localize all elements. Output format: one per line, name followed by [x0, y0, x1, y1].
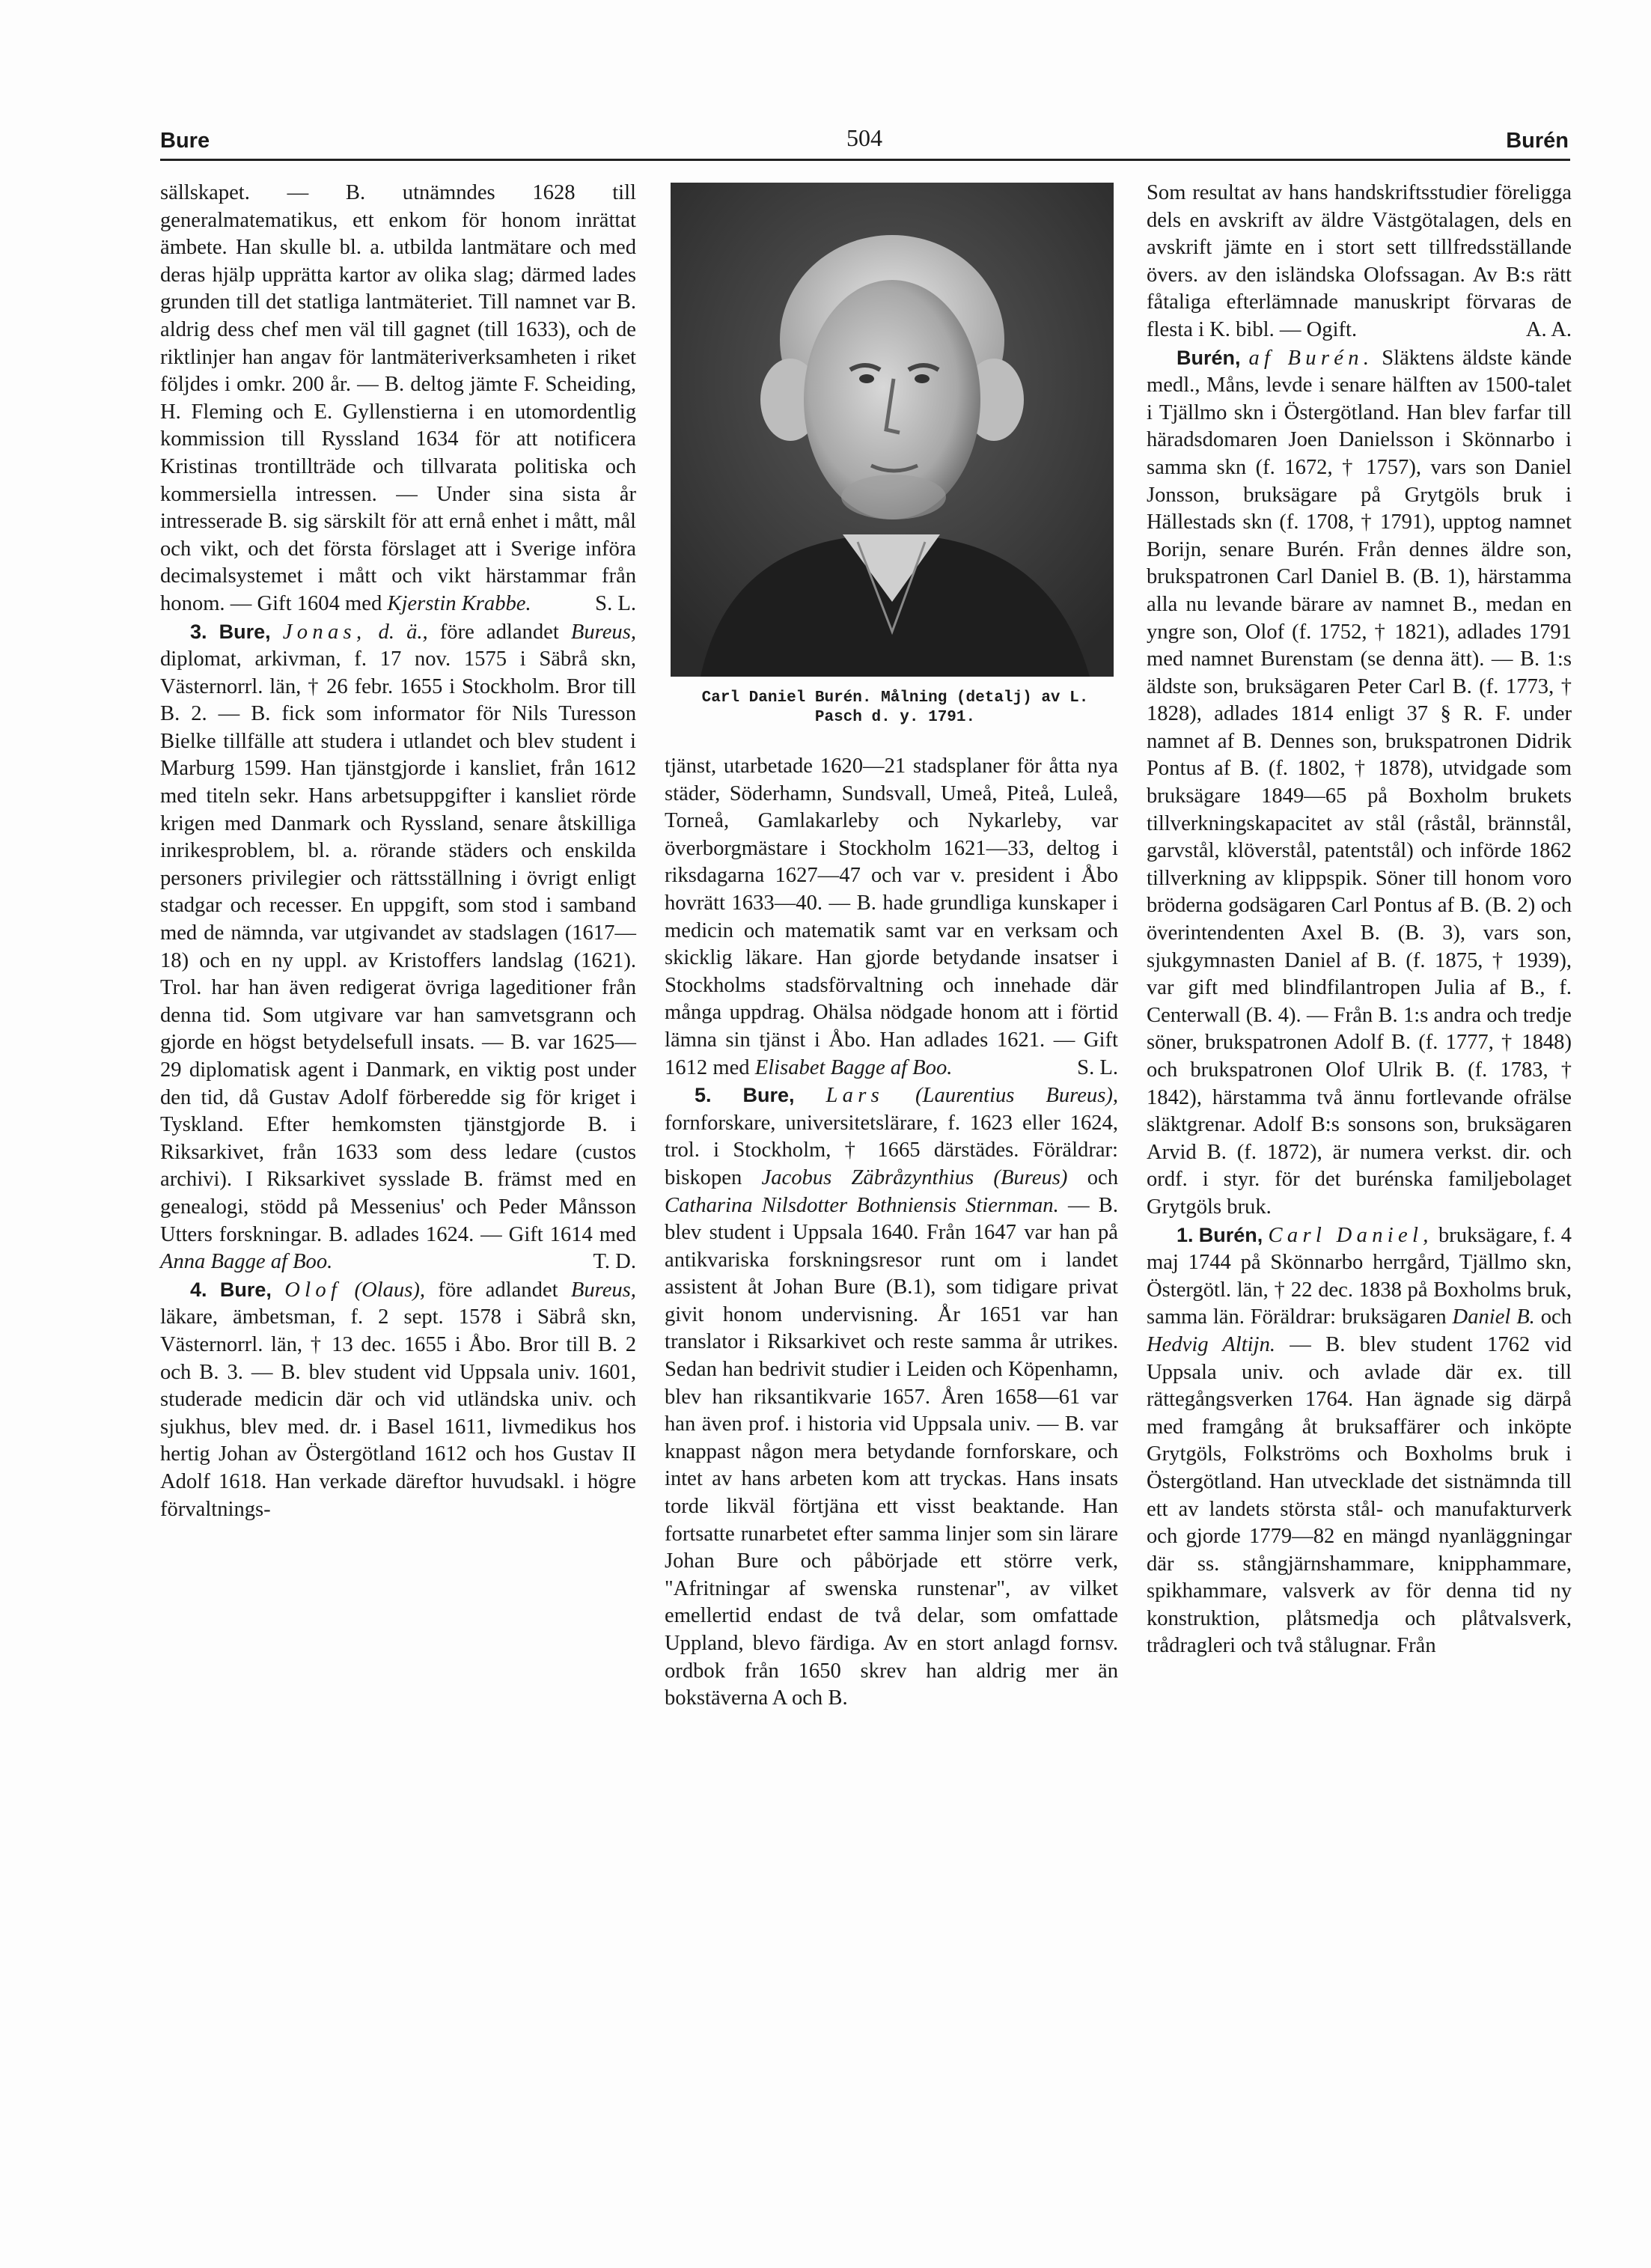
entry-suffix: d. ä., — [378, 620, 428, 644]
entry-text: — B. blev student i Uppsala 1640. Från 1647 var han på antikvariska forskningsresor runt om i landet assistent åt Johan Bure (B.1), som tidigare privat givit honom undervisning. År 1651 var han translator i Riksarkivet och reste samma år utrikes. Sedan han bedrivit studier i Leiden och Köpenhamn, blev han riksantikvarie 1657. Åren 1658—61 var han även prof. i historia vid Uppsala univ. — B. var knappast någon mera betydande fornforskare, och intet av hans arbeten kom att tryckas. Hans insats torde likväl förtjäna ett visst beaktande. Han fortsatte runarbetet efter samma linjer som sin lärare Johan Bure och påbörjade ett större verk, "Afritningar af swenska runstenar", av vilket emellertid endast de två delar, som omfattade Uppland, blevo färdiga. Av en stort anlagd fornsv. ordbok från 1650 skrev han aldrig mer än bokstäverna A och B. — [665, 1193, 1118, 1710]
father-name: Jacobus Zäbråzynthius (Bureus) — [761, 1165, 1068, 1189]
entry-number: 3. — [190, 620, 207, 643]
entry-text: före adlandet — [438, 1278, 558, 1302]
caption-line: Pasch d. y. 1791. — [814, 709, 976, 726]
mother-name: Hedvig Altijn. — [1147, 1332, 1276, 1356]
col2-text: tjänst, utarbetade 1620—21 stadsplaner för åtta nya städer, Söderhamn, Sundsvall, Umeå, Piteå, Luleå, Torneå, Gamlakarleby och Nykarleby, var överborgmästare i Stockholm 1621—33, deltog i riksdagarna 1627—47 och var v. president i Åbo hovrätt 1633—40. — B. hade grundliga kunskaper i medicin och matematik samt var en verksam och skicklig läkare. Han gjorde betydande insatser i Stockholms stadsförvaltning och innehade där många uppdrag. Ohälsa nödgade honom att i förtid lämna sin tjänst i Åbo. Han adlades 1621. — Gift 1612 med — [665, 755, 1118, 1079]
entry-5 — [665, 1082, 1118, 1713]
portrait-image — [671, 183, 1114, 677]
entry-given-name: Olof — [284, 1278, 342, 1302]
entry-surname: Burén, — [1198, 1223, 1263, 1246]
entry-surname: Bure, — [219, 620, 271, 643]
entry-surname: Bure, — [219, 1278, 272, 1301]
page-number: 504 — [846, 124, 882, 151]
author-signature: T. D. — [593, 1250, 636, 1274]
entry-text: — B. blev student 1762 vid Uppsala univ. och avlade där ex. till rättegångsverken 1764. Han ägnade sig därpå med framgång åt bruksaffärer och inköpte Grytgöls, Folkströms och Boxholms bruk i Östergötland. Han utvecklade det sistnämnda till ett av landets största stål- och manufakturverk och gjorde 1779—82 en mängd nyanläggningar där ss. stångjärnshammare, knipphammare, spikhammare, valsverk av för denna tid ny konstruktion, plåtsmedja och plåtvalsverk, trådragleri och två stålugnar. Från — [1147, 1332, 1572, 1658]
col1-paragraph — [160, 180, 636, 618]
entry-text: bruksägare, f. 4 maj 1744 på Skönnarbo herrgård, Tjällmo skn, Östergötl. län, † 22 dec. 1838 på Boxholms bruk, samma län. Föräldrar: bruksägaren — [1147, 1223, 1572, 1329]
column-3 — [1147, 180, 1572, 1660]
header-left-word: Bure — [160, 129, 210, 153]
entry-text: läkare, ämbetsman, f. 2 sept. 1578 i Säbrå skn, Västernorrl. län, † 13 dec. 1655 i Åbo. Bror till B. 2 och B. 3. — B. blev student vid Uppsala univ. 1601, studerade medicin där och vid utländska univ. och sjukhus, blev med. dr. i Basel 1611, livmedikus hos hertig Johan av Östergötland 1612 och hos Gustav II Adolf 1618. Han verkade däreftor huvudsakl. i högre förvaltnings- — [160, 1305, 636, 1521]
entry-latin-name: (Laurentius Bureus), — [915, 1084, 1118, 1108]
entry-number: 4. — [190, 1278, 207, 1301]
family-surname: Burén, — [1177, 346, 1241, 369]
entry-1 — [1147, 1222, 1572, 1661]
entry-given-name: Jonas, — [282, 620, 367, 644]
spouse-name: Kjerstin Krabbe. — [387, 591, 531, 615]
entry-text: och — [1087, 1165, 1118, 1189]
entry-surname: Bure, — [742, 1084, 795, 1107]
entry-given-name: Carl Daniel, — [1268, 1223, 1433, 1247]
entry-given-name: Lars — [826, 1084, 885, 1108]
entry-text: före adlandet — [439, 620, 559, 644]
spouse-name: Anna Bagge af Boo. — [160, 1250, 333, 1274]
portrait-caption — [671, 689, 1120, 728]
entry-number: 5. — [695, 1084, 712, 1107]
col3-paragraph — [1147, 180, 1572, 344]
entry-3 — [160, 618, 636, 1276]
family-text: Släktens äldste kände medl., Måns, levde i senare hälften av 1500-talet i Tjällmo skn i Östergötland. Han blev farfar till häradsdomaren Joen Danielsson i Skönnarbo i samma skn (f. 1672, † 1757), vars son Daniel Jonsson, bruksägare på Grytgöls bruk i Hällestads skn (f. 1708, † 1791), upptog namnet Borijn, senare Burén. Från dennes äldre son, brukspatronen Carl Daniel B. (B. 1), härstamma alla nu levande bärare av namnet B., medan en yngre son, Olof (f. 1752, † 1821), adlades 1791 med namnet Burenstam (se denna ätt). — B. 1:s äldste son, bruksägaren Peter Carl B. (f. 1773, † 1828), adlades 1814 enligt 37 § R. F. under namnet af B. Dennes son, brukspatronen Didrik Pontus af B. (f. 1802, † 1878), utvidgade som bruksägare 1849—65 på Boxholm brukets tillverkningskapacitet av stål (råstål, brännstål, garvstål, klöverstål, patentstål) och införde 1862 tillverkning av klippspik. Söner till honom voro bröderna godsägaren Carl Pontus af B. (B. 2) och överintendenten Axel B. (B. 3), vars son, sjukgymnasten Daniel af B. (f. 1875, † 1939), var gift med blindfilantropen Julia af B., f. Centerwall (B. 4). — Från B. 1:s andra och tredje söner, brukspatronen Adolf B. (f. 1777, † 1848) och brukspatronen Olof Ulrik B. (f. 1783, † 1842), härstamma två ännu fortlevande ofrälse släktgrenar. Adolf B:s sonsons son, bruksägaren Arvid B. (f. 1872), är numera verkst. dir. och ordf. i styr. för det burénska familjebolaget Grytgöls bruk. — [1147, 346, 1572, 1219]
author-signature: A. A. — [1525, 317, 1572, 341]
column-2 — [665, 753, 1118, 1713]
column-1 — [160, 180, 636, 1523]
header-right-word: Burén — [1506, 129, 1569, 153]
spouse-name: Elisabet Bagge af Boo. — [754, 1055, 953, 1079]
entry-number: 1. — [1177, 1223, 1194, 1246]
family-entry — [1147, 344, 1572, 1222]
entry-text: och — [1540, 1305, 1572, 1329]
col3-text: Som resultat av hans handskriftsstudier föreligga dels en avskrift av äldre Västgötalagen, dels en avskrift jämte en i stort sett tillfredsställande övers. av den isländska Olofssagan. Av B:s rätt fåtaliga efterlämnade manuskript förvaras de flesta i K. bibl. — Ogift. — [1147, 181, 1572, 341]
portrait-painting — [671, 183, 1114, 677]
author-signature: S. L. — [595, 591, 636, 615]
col2-paragraph — [665, 753, 1118, 1082]
mother-name: Catharina Nilsdotter Bothniensis Stiernman. — [665, 1193, 1059, 1217]
author-signature: S. L. — [1077, 1055, 1118, 1079]
family-noble-name: af Burén. — [1248, 346, 1374, 370]
col1-text: sällskapet. — B. utnämndes 1628 till generalmatematikus, ett enkom för honom inrättat ämbete. Han skulle bl. a. utbilda lantmätare och med deras hjälp upprätta kartor av olika slag; därmed lades grunden till det statliga lantmäteriet. Till namnet var B. aldrig dess chef men väl till gagnet (till 1633), och de riktlinjer han angav för lantmäteriverksamheten i riket följdes i omkr. 200 år. — B. deltog jämte F. Scheiding, H. Fleming och E. Gyllenstierna i en utomordentlig kommission till Ryssland 1634 för att notificera Kristinas trontillträde och tillvarata politiska och kommersiella intressen. — Under sina sista år intresserade B. sig särskilt för att ernå enhet i mått, mål och vikt, och det första förslaget att i Sverige införa decimalsystemet i mått och vikt härstammar från honom. — Gift 1604 med — [160, 181, 636, 615]
running-header — [160, 121, 1569, 156]
father-name: Daniel B. — [1452, 1305, 1535, 1329]
entry-text: fornforskare, universitetslärare, f. 1623 eller 1624, trol. i Stockholm, † 1665 därstädes. Föräldrar: biskopen — [665, 1111, 1118, 1189]
header-rule — [160, 159, 1570, 161]
caption-line: Carl Daniel Burén. Målning (detalj) av L. — [701, 689, 1089, 707]
entry-latin-name: Bureus, — [570, 620, 636, 644]
entry-latin-name: Bureus, — [570, 1278, 636, 1302]
entry-latin-name: (Olaus), — [354, 1278, 426, 1302]
entry-text: diplomat, arkivman, f. 17 nov. 1575 i Säbrå skn, Västernorrl. län, † 26 febr. 1655 i Stockholm. Bror till B. 2. — B. fick som informator för Nils Turesson Bielke tillfälle att studera i utlandet och blev student i Marburg 1599. Han tjänstgjorde i kansliet, från 1612 med titeln sekr. Hans arbetsuppgifter i kansliet rörde krigen med Danmark och Ryssland, senare åtskilliga inrikesproblem, bl. a. rörande städers och enskilda personers privilegier och rättsställning i övrigt enligt stadgar och recesser. En uppgift, som stod i samband med de nämnda, var utgivandet av stadslagen (1617—18) och en ny uppl. av Kristoffers landslag (1621). Trol. har han även redigerat övriga lageditioner från denna tid. Som utgivare var han samvetsgrann och gjorde en högst betydelsefull insats. — B. var 1625—29 diplomatisk agent i Danmark, en viktig post under den tid, då Gustav Adolf förberedde sig för kriget i Tyskland. Efter hemkomsten tjänstgjorde B. i Riksarkivet, från 1633 som dess ledare (custos archivi). I Riksarkivet sysslade B. främst med en genealogi, stödd på Messenius' och Peder Månsson Utters forskningar. B. adlades 1624. — Gift 1614 med — [160, 647, 636, 1246]
entry-4 — [160, 1276, 636, 1523]
